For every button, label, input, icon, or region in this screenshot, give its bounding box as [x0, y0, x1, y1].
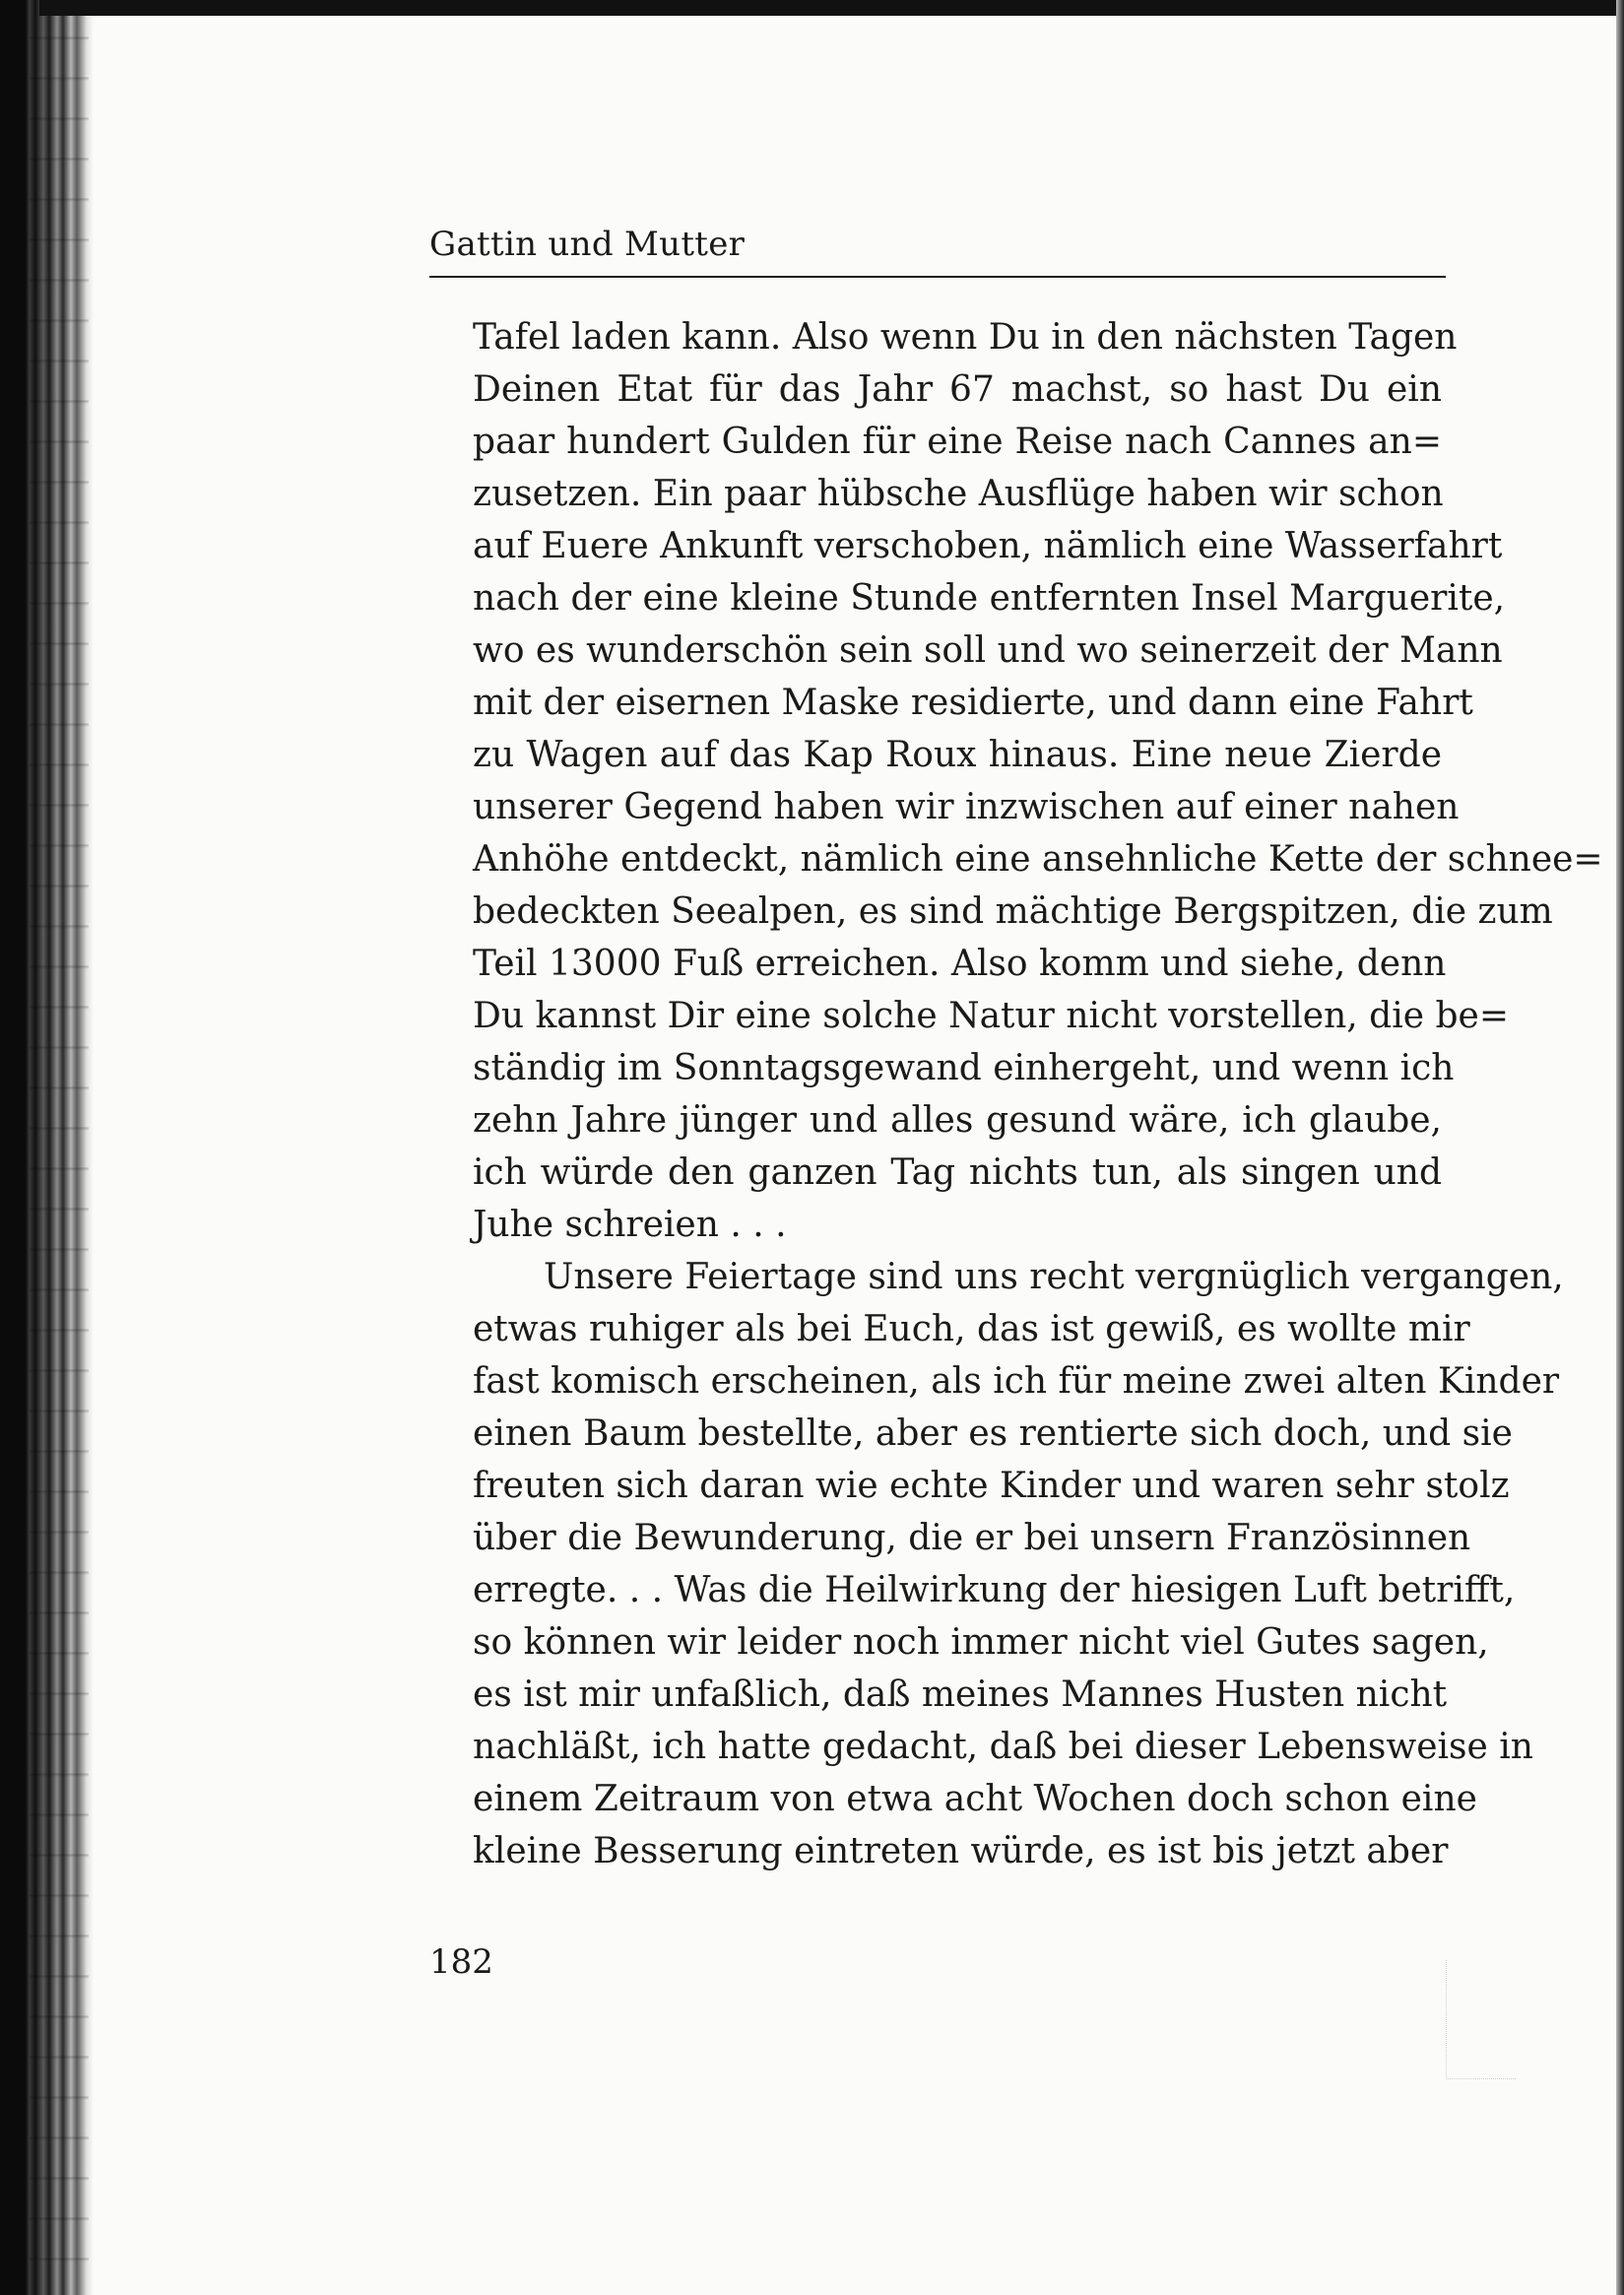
text-line: Du kannst Dir eine solche Natur nicht vorstellen, die be= [473, 996, 1509, 1036]
text-line: Deinen Etat für das Jahr 67 machst, so hast Du ein [473, 369, 1442, 410]
text-line: es ist mir unfaßlich, daß meines Mannes Husten nicht [473, 1674, 1448, 1715]
text-line: nachläßt, ich hatte gedacht, daß bei dieser Lebensweise in [473, 1727, 1533, 1767]
text-line: zusetzen. Ein paar hübsche Ausflüge haben wir schon [473, 474, 1444, 514]
page-number: 182 [429, 1942, 493, 1982]
text-line: bedeckten Seealpen, es sind mächtige Bergspitzen, die zum [473, 891, 1553, 932]
text-line: mit der eisernen Maske residierte, und dann eine Fahrt [473, 683, 1473, 723]
text-line: erregte. . . Was die Heilwirkung der hiesigen Luft betrifft, [473, 1570, 1516, 1610]
text-line: einen Baum bestellte, aber es rentierte sich doch, und sie [473, 1413, 1513, 1454]
text-line: Tafel laden kann. Also wenn Du in den nächsten Tagen [473, 317, 1458, 358]
text-line: zehn Jahre jünger und alles gesund wäre, ich glaube, [473, 1100, 1442, 1141]
text-line-paragraph-start: Unsere Feiertage sind uns recht vergnüglich vergangen, [544, 1257, 1564, 1297]
text-line: auf Euere Ankunft verschoben, nämlich eine Wasserfahrt [473, 526, 1503, 566]
text-line: zu Wagen auf das Kap Roux hinaus. Eine neue Zierde [473, 735, 1442, 775]
text-line: fast komisch erscheinen, als ich für meine zwei alten Kinder [473, 1361, 1560, 1402]
text-line: ich würde den ganzen Tag nichts tun, als singen und [473, 1152, 1442, 1193]
text-line: paar hundert Gulden für eine Reise nach Cannes an= [473, 422, 1442, 462]
page-top-edge [39, 0, 1624, 16]
text-line: Juhe schreien . . . [473, 1205, 787, 1245]
text-line: wo es wunderschön sein soll und wo seinerzeit der Mann [473, 630, 1503, 671]
text-line: einem Zeitraum von etwa acht Wochen doch schon eine [473, 1779, 1477, 1819]
running-head: Gattin und Mutter [429, 225, 746, 264]
text-line: freuten sich daran wie echte Kinder und waren sehr stolz [473, 1466, 1510, 1506]
text-line: Teil 13000 Fuß erreichen. Also komm und siehe, denn [473, 944, 1447, 984]
spine-texture [30, 0, 89, 2295]
text-line: nach der eine kleine Stunde entfernten Insel Marguerite, [473, 578, 1506, 619]
text-line: ständig im Sonntagsgewand einhergeht, und wenn ich [473, 1048, 1455, 1088]
header-rule [429, 276, 1446, 278]
text-line: über die Bewunderung, die er bei unsern Französinnen [473, 1518, 1471, 1558]
text-line: kleine Besserung eintreten würde, es ist bis jetzt aber [473, 1831, 1449, 1871]
page-right-edge [1616, 0, 1624, 2295]
text-line: unserer Gegend haben wir inzwischen auf einer nahen [473, 787, 1460, 827]
text-line: so können wir leider noch immer nicht viel Gutes sagen, [473, 1622, 1489, 1663]
text-line: Anhöhe entdeckt, nämlich eine ansehnliche Kette der schnee= [473, 839, 1603, 880]
body-text [473, 311, 1603, 1877]
scan-artifact [1446, 1960, 1516, 2079]
text-line: etwas ruhiger als bei Euch, das ist gewiß, es wollte mir [473, 1309, 1470, 1349]
